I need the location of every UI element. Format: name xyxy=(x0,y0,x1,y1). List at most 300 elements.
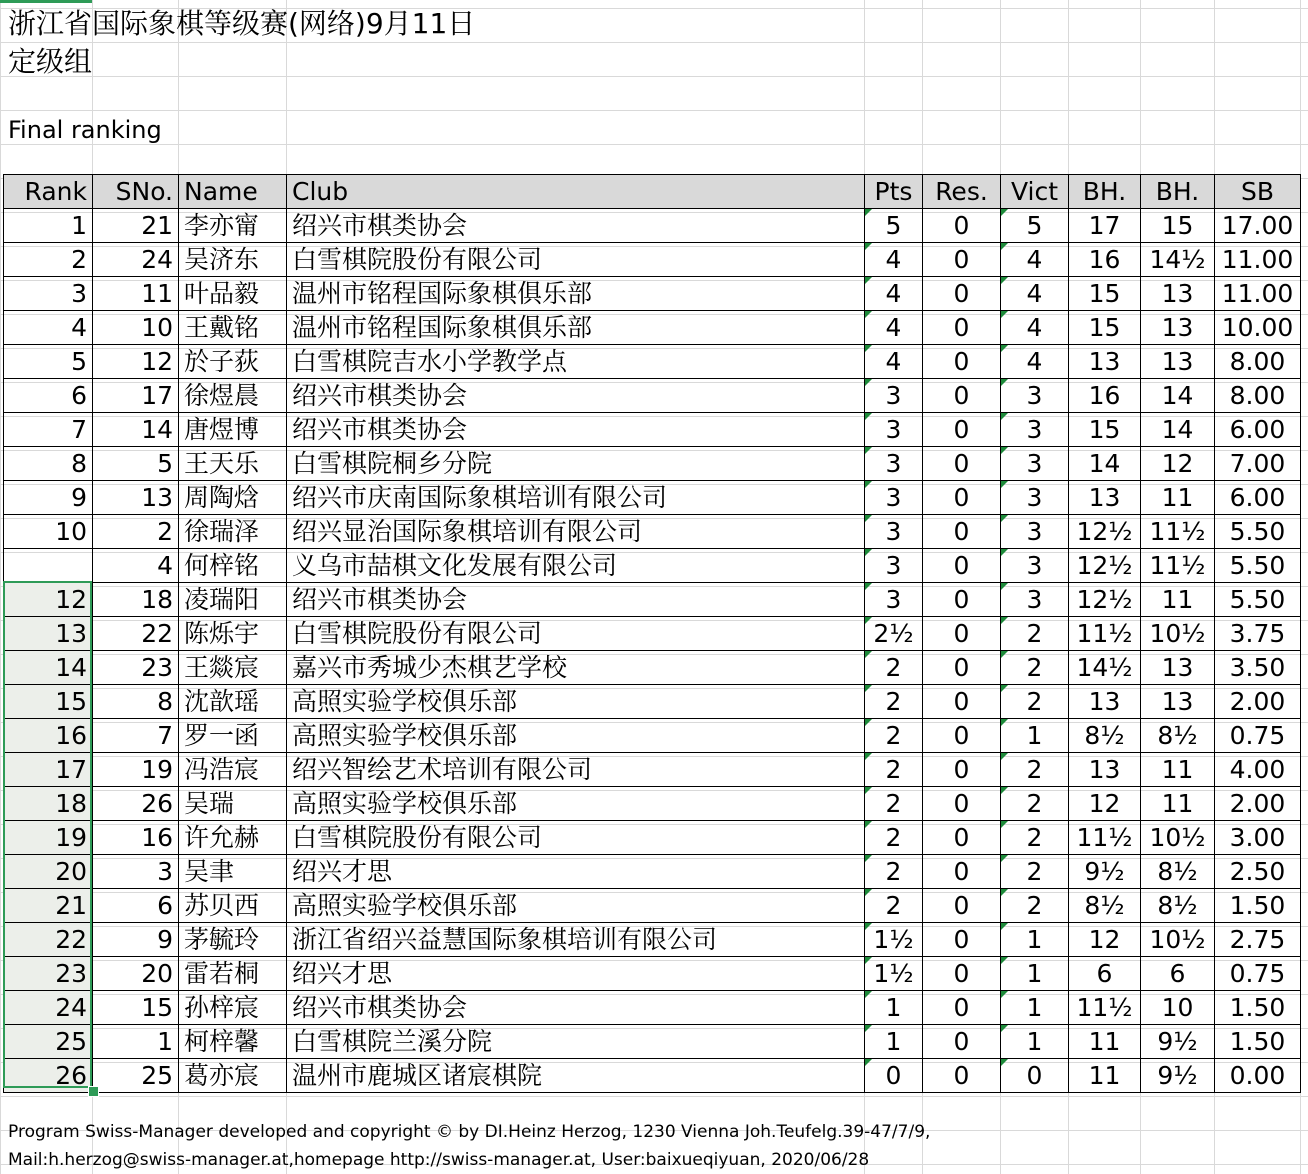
buchholz-1-cell[interactable]: 12½ xyxy=(1069,583,1141,617)
rank-cell[interactable]: 25 xyxy=(4,1025,93,1059)
club-cell[interactable]: 绍兴市棋类协会 xyxy=(287,583,865,617)
result-cell[interactable]: 0 xyxy=(923,651,1001,685)
table-row xyxy=(4,583,1301,617)
points-cell[interactable]: 3 xyxy=(865,515,923,549)
player-name-cell[interactable]: 葛亦宸 xyxy=(179,1059,287,1093)
club-cell[interactable]: 义乌市喆棋文化发展有限公司 xyxy=(287,549,865,583)
sonneborn-berger-cell[interactable]: 0.75 xyxy=(1215,957,1301,991)
sonneborn-berger-cell[interactable]: 5.50 xyxy=(1215,549,1301,583)
victories-cell[interactable]: 5 xyxy=(1001,209,1069,243)
points-cell[interactable]: 3 xyxy=(865,447,923,481)
buchholz-1-cell[interactable]: 13 xyxy=(1069,685,1141,719)
player-name-cell[interactable]: 罗一函 xyxy=(179,719,287,753)
sno-cell[interactable]: 5 xyxy=(93,447,179,481)
rank-cell[interactable]: 24 xyxy=(4,991,93,1025)
buchholz-1-cell[interactable]: 13 xyxy=(1069,345,1141,379)
buchholz-2-cell[interactable]: 14½ xyxy=(1141,243,1215,277)
buchholz-1-cell[interactable]: 9½ xyxy=(1069,855,1141,889)
rank-cell[interactable]: 22 xyxy=(4,923,93,957)
table-row xyxy=(4,1025,1301,1059)
result-cell[interactable]: 0 xyxy=(923,719,1001,753)
points-cell[interactable]: 3 xyxy=(865,481,923,515)
points-cell[interactable]: 3 xyxy=(865,549,923,583)
victories-cell[interactable]: 3 xyxy=(1001,413,1069,447)
sonneborn-berger-cell[interactable]: 2.00 xyxy=(1215,685,1301,719)
result-cell[interactable]: 0 xyxy=(923,787,1001,821)
player-name-cell[interactable]: 吴瑞 xyxy=(179,787,287,821)
player-name-cell[interactable]: 苏贝西 xyxy=(179,889,287,923)
club-cell[interactable]: 高照实验学校俱乐部 xyxy=(287,685,865,719)
sno-cell[interactable]: 17 xyxy=(93,379,179,413)
club-cell[interactable]: 绍兴市棋类协会 xyxy=(287,413,865,447)
victories-cell[interactable]: 2 xyxy=(1001,617,1069,651)
victories-cell[interactable]: 3 xyxy=(1001,549,1069,583)
player-name-cell[interactable]: 叶品毅 xyxy=(179,277,287,311)
player-name-cell[interactable]: 陈烁宇 xyxy=(179,617,287,651)
points-cell[interactable]: 2 xyxy=(865,855,923,889)
column-header-rank[interactable]: Rank xyxy=(4,175,93,209)
victories-cell[interactable]: 2 xyxy=(1001,787,1069,821)
sno-cell[interactable]: 2 xyxy=(93,515,179,549)
sno-cell[interactable]: 9 xyxy=(93,923,179,957)
table-row xyxy=(4,243,1301,277)
table-row xyxy=(4,957,1301,991)
player-name-cell[interactable]: 王燚宸 xyxy=(179,651,287,685)
player-name-cell[interactable]: 雷若桐 xyxy=(179,957,287,991)
points-cell[interactable]: 3 xyxy=(865,413,923,447)
player-name-cell[interactable]: 周陶焓 xyxy=(179,481,287,515)
sno-cell[interactable]: 23 xyxy=(93,651,179,685)
buchholz-1-cell[interactable]: 13 xyxy=(1069,753,1141,787)
column-header-bh2[interactable]: BH. xyxy=(1141,175,1215,209)
points-cell[interactable]: 3 xyxy=(865,379,923,413)
sno-cell[interactable]: 8 xyxy=(93,685,179,719)
buchholz-1-cell[interactable]: 11 xyxy=(1069,1059,1141,1093)
buchholz-2-cell[interactable]: 8½ xyxy=(1141,889,1215,923)
result-cell[interactable]: 0 xyxy=(923,447,1001,481)
buchholz-2-cell[interactable]: 13 xyxy=(1141,311,1215,345)
buchholz-1-cell[interactable]: 11 xyxy=(1069,1025,1141,1059)
player-name-cell[interactable]: 沈歆瑶 xyxy=(179,685,287,719)
player-name-cell[interactable]: 孙梓宸 xyxy=(179,991,287,1025)
player-name-cell[interactable]: 唐煜博 xyxy=(179,413,287,447)
buchholz-2-cell[interactable]: 12 xyxy=(1141,447,1215,481)
table-row xyxy=(4,481,1301,515)
buchholz-2-cell[interactable]: 10½ xyxy=(1141,617,1215,651)
player-name-cell[interactable]: 茅毓玲 xyxy=(179,923,287,957)
ranking-table xyxy=(3,174,1301,1093)
player-name-cell[interactable]: 徐瑞泽 xyxy=(179,515,287,549)
victories-cell[interactable]: 1 xyxy=(1001,1025,1069,1059)
rank-cell[interactable]: 2 xyxy=(4,243,93,277)
sonneborn-berger-cell[interactable]: 6.00 xyxy=(1215,413,1301,447)
club-cell[interactable]: 白雪棋院股份有限公司 xyxy=(287,821,865,855)
sonneborn-berger-cell[interactable]: 1.50 xyxy=(1215,1025,1301,1059)
rank-cell[interactable]: 19 xyxy=(4,821,93,855)
rank-cell[interactable]: 13 xyxy=(4,617,93,651)
sno-cell[interactable]: 16 xyxy=(93,821,179,855)
result-cell[interactable]: 0 xyxy=(923,957,1001,991)
buchholz-1-cell[interactable]: 17 xyxy=(1069,209,1141,243)
points-cell[interactable]: 1½ xyxy=(865,923,923,957)
buchholz-2-cell[interactable]: 8½ xyxy=(1141,719,1215,753)
rank-cell[interactable]: 17 xyxy=(4,753,93,787)
column-header-vict[interactable]: Vict xyxy=(1001,175,1069,209)
sno-cell[interactable]: 22 xyxy=(93,617,179,651)
victories-cell[interactable]: 3 xyxy=(1001,379,1069,413)
club-cell[interactable]: 温州市鹿城区诸宸棋院 xyxy=(287,1059,865,1093)
rank-cell[interactable]: 26 xyxy=(4,1059,93,1093)
table-row xyxy=(4,651,1301,685)
victories-cell[interactable]: 4 xyxy=(1001,311,1069,345)
player-name-cell[interactable]: 何梓铭 xyxy=(179,549,287,583)
buchholz-1-cell[interactable]: 12 xyxy=(1069,923,1141,957)
victories-cell[interactable]: 4 xyxy=(1001,243,1069,277)
buchholz-2-cell[interactable]: 13 xyxy=(1141,685,1215,719)
buchholz-1-cell[interactable]: 16 xyxy=(1069,379,1141,413)
club-cell[interactable]: 温州市铭程国际象棋俱乐部 xyxy=(287,311,865,345)
table-row xyxy=(4,617,1301,651)
column-header-pts[interactable]: Pts xyxy=(865,175,923,209)
player-name-cell[interactable]: 李亦甯 xyxy=(179,209,287,243)
column-header-res[interactable]: Res. xyxy=(923,175,1001,209)
rank-cell[interactable]: 5 xyxy=(4,345,93,379)
result-cell[interactable]: 0 xyxy=(923,243,1001,277)
result-cell[interactable]: 0 xyxy=(923,481,1001,515)
club-cell[interactable]: 白雪棋院兰溪分院 xyxy=(287,1025,865,1059)
final-ranking-heading[interactable]: Final ranking xyxy=(8,116,162,144)
club-cell[interactable]: 白雪棋院股份有限公司 xyxy=(287,617,865,651)
footer-copyright[interactable]: Program Swiss-Manager developed and copyright © by DI.Heinz Herzog, 1230 Vienna Joh.Teufelg.39-47/7/9, xyxy=(8,1122,931,1142)
player-name-cell[interactable]: 於子荻 xyxy=(179,345,287,379)
club-cell[interactable]: 绍兴市棋类协会 xyxy=(287,379,865,413)
rank-cell[interactable]: 15 xyxy=(4,685,93,719)
player-name-cell[interactable]: 吴聿 xyxy=(179,855,287,889)
active-column-indicator xyxy=(0,0,92,3)
table-row xyxy=(4,753,1301,787)
points-cell[interactable]: 0 xyxy=(865,1059,923,1093)
table-row xyxy=(4,685,1301,719)
sno-cell[interactable]: 14 xyxy=(93,413,179,447)
table-row xyxy=(4,447,1301,481)
result-cell[interactable]: 0 xyxy=(923,685,1001,719)
rank-cell[interactable]: 8 xyxy=(4,447,93,481)
points-cell[interactable]: 2 xyxy=(865,685,923,719)
club-cell[interactable]: 嘉兴市秀城少杰棋艺学校 xyxy=(287,651,865,685)
player-name-cell[interactable]: 许允赫 xyxy=(179,821,287,855)
victories-cell[interactable]: 3 xyxy=(1001,515,1069,549)
buchholz-1-cell[interactable]: 16 xyxy=(1069,243,1141,277)
buchholz-1-cell[interactable]: 15 xyxy=(1069,311,1141,345)
buchholz-2-cell[interactable]: 10 xyxy=(1141,991,1215,1025)
player-name-cell[interactable]: 凌瑞阳 xyxy=(179,583,287,617)
rank-cell[interactable]: 14 xyxy=(4,651,93,685)
buchholz-1-cell[interactable]: 15 xyxy=(1069,413,1141,447)
sno-cell[interactable]: 7 xyxy=(93,719,179,753)
buchholz-1-cell[interactable]: 12 xyxy=(1069,787,1141,821)
victories-cell[interactable]: 1 xyxy=(1001,957,1069,991)
result-cell[interactable]: 0 xyxy=(923,549,1001,583)
rank-cell[interactable]: 7 xyxy=(4,413,93,447)
sonneborn-berger-cell[interactable]: 0.75 xyxy=(1215,719,1301,753)
points-cell[interactable]: 1 xyxy=(865,1025,923,1059)
sonneborn-berger-cell[interactable]: 1.50 xyxy=(1215,889,1301,923)
victories-cell[interactable]: 4 xyxy=(1001,345,1069,379)
club-cell[interactable]: 浙江省绍兴益慧国际象棋培训有限公司 xyxy=(287,923,865,957)
points-cell[interactable]: 2½ xyxy=(865,617,923,651)
buchholz-1-cell[interactable]: 13 xyxy=(1069,481,1141,515)
rank-cell[interactable]: 6 xyxy=(4,379,93,413)
sno-cell[interactable]: 26 xyxy=(93,787,179,821)
victories-cell[interactable]: 2 xyxy=(1001,753,1069,787)
points-cell[interactable]: 3 xyxy=(865,583,923,617)
sonneborn-berger-cell[interactable]: 3.75 xyxy=(1215,617,1301,651)
sonneborn-berger-cell[interactable]: 11.00 xyxy=(1215,243,1301,277)
points-cell[interactable]: 2 xyxy=(865,821,923,855)
sno-cell[interactable]: 3 xyxy=(93,855,179,889)
buchholz-1-cell[interactable]: 8½ xyxy=(1069,719,1141,753)
table-row xyxy=(4,345,1301,379)
club-cell[interactable]: 绍兴才思 xyxy=(287,957,865,991)
result-cell[interactable]: 0 xyxy=(923,1059,1001,1093)
sonneborn-berger-cell[interactable]: 0.00 xyxy=(1215,1059,1301,1093)
buchholz-1-cell[interactable]: 14½ xyxy=(1069,651,1141,685)
buchholz-2-cell[interactable]: 10½ xyxy=(1141,821,1215,855)
buchholz-1-cell[interactable]: 14 xyxy=(1069,447,1141,481)
victories-cell[interactable]: 4 xyxy=(1001,277,1069,311)
sno-cell[interactable]: 1 xyxy=(93,1025,179,1059)
rank-cell[interactable]: 16 xyxy=(4,719,93,753)
result-cell[interactable]: 0 xyxy=(923,821,1001,855)
rank-cell[interactable]: 4 xyxy=(4,311,93,345)
sonneborn-berger-cell[interactable]: 4.00 xyxy=(1215,753,1301,787)
buchholz-2-cell[interactable]: 13 xyxy=(1141,345,1215,379)
player-name-cell[interactable]: 柯梓馨 xyxy=(179,1025,287,1059)
fill-handle[interactable] xyxy=(88,1086,99,1097)
sno-cell[interactable]: 24 xyxy=(93,243,179,277)
buchholz-1-cell[interactable]: 12½ xyxy=(1069,515,1141,549)
sonneborn-berger-cell[interactable]: 1.50 xyxy=(1215,991,1301,1025)
victories-cell[interactable]: 1 xyxy=(1001,719,1069,753)
club-cell[interactable]: 白雪棋院桐乡分院 xyxy=(287,447,865,481)
rank-cell[interactable] xyxy=(4,549,93,583)
table-row xyxy=(4,549,1301,583)
sno-cell[interactable]: 13 xyxy=(93,481,179,515)
club-cell[interactable]: 绍兴市棋类协会 xyxy=(287,991,865,1025)
points-cell[interactable]: 2 xyxy=(865,719,923,753)
ranking-table-body xyxy=(4,209,1301,1093)
buchholz-2-cell[interactable]: 15 xyxy=(1141,209,1215,243)
sno-cell[interactable]: 12 xyxy=(93,345,179,379)
buchholz-2-cell[interactable]: 11 xyxy=(1141,583,1215,617)
tournament-title[interactable]: 浙江省国际象棋等级赛(网络)9月11日 xyxy=(8,7,476,40)
club-cell[interactable]: 温州市铭程国际象棋俱乐部 xyxy=(287,277,865,311)
buchholz-2-cell[interactable]: 14 xyxy=(1141,379,1215,413)
club-cell[interactable]: 白雪棋院吉水小学教学点 xyxy=(287,345,865,379)
sonneborn-berger-cell[interactable]: 8.00 xyxy=(1215,379,1301,413)
victories-cell[interactable]: 2 xyxy=(1001,685,1069,719)
table-row xyxy=(4,311,1301,345)
rank-cell[interactable]: 20 xyxy=(4,855,93,889)
rank-cell[interactable]: 18 xyxy=(4,787,93,821)
result-cell[interactable]: 0 xyxy=(923,379,1001,413)
tournament-group[interactable]: 定级组 xyxy=(8,45,93,78)
buchholz-2-cell[interactable]: 9½ xyxy=(1141,1025,1215,1059)
player-name-cell[interactable]: 徐煜晨 xyxy=(179,379,287,413)
sno-cell[interactable]: 18 xyxy=(93,583,179,617)
sonneborn-berger-cell[interactable]: 11.00 xyxy=(1215,277,1301,311)
sno-cell[interactable]: 4 xyxy=(93,549,179,583)
sonneborn-berger-cell[interactable]: 5.50 xyxy=(1215,583,1301,617)
buchholz-1-cell[interactable]: 11½ xyxy=(1069,991,1141,1025)
result-cell[interactable]: 0 xyxy=(923,991,1001,1025)
header-row xyxy=(4,175,1301,209)
rank-cell[interactable]: 1 xyxy=(4,209,93,243)
table-row xyxy=(4,719,1301,753)
buchholz-2-cell[interactable]: 13 xyxy=(1141,277,1215,311)
result-cell[interactable]: 0 xyxy=(923,209,1001,243)
buchholz-2-cell[interactable]: 9½ xyxy=(1141,1059,1215,1093)
table-row xyxy=(4,889,1301,923)
result-cell[interactable]: 0 xyxy=(923,889,1001,923)
result-cell[interactable]: 0 xyxy=(923,515,1001,549)
sonneborn-berger-cell[interactable]: 10.00 xyxy=(1215,311,1301,345)
sonneborn-berger-cell[interactable]: 8.00 xyxy=(1215,345,1301,379)
sonneborn-berger-cell[interactable]: 17.00 xyxy=(1215,209,1301,243)
buchholz-2-cell[interactable]: 11 xyxy=(1141,753,1215,787)
result-cell[interactable]: 0 xyxy=(923,753,1001,787)
result-cell[interactable]: 0 xyxy=(923,413,1001,447)
points-cell[interactable]: 2 xyxy=(865,753,923,787)
result-cell[interactable]: 0 xyxy=(923,277,1001,311)
club-cell[interactable]: 高照实验学校俱乐部 xyxy=(287,787,865,821)
result-cell[interactable]: 0 xyxy=(923,855,1001,889)
player-name-cell[interactable]: 王天乐 xyxy=(179,447,287,481)
victories-cell[interactable]: 3 xyxy=(1001,583,1069,617)
victories-cell[interactable]: 0 xyxy=(1001,1059,1069,1093)
points-cell[interactable]: 4 xyxy=(865,311,923,345)
table-row xyxy=(4,515,1301,549)
buchholz-2-cell[interactable]: 14 xyxy=(1141,413,1215,447)
sonneborn-berger-cell[interactable]: 2.75 xyxy=(1215,923,1301,957)
table-row xyxy=(4,1059,1301,1093)
club-cell[interactable]: 高照实验学校俱乐部 xyxy=(287,719,865,753)
sno-cell[interactable]: 20 xyxy=(93,957,179,991)
sonneborn-berger-cell[interactable]: 7.00 xyxy=(1215,447,1301,481)
table-row xyxy=(4,923,1301,957)
sonneborn-berger-cell[interactable]: 3.50 xyxy=(1215,651,1301,685)
buchholz-2-cell[interactable]: 13 xyxy=(1141,651,1215,685)
club-cell[interactable]: 绍兴智绘艺术培训有限公司 xyxy=(287,753,865,787)
result-cell[interactable]: 0 xyxy=(923,1025,1001,1059)
points-cell[interactable]: 4 xyxy=(865,243,923,277)
rank-cell[interactable]: 12 xyxy=(4,583,93,617)
club-cell[interactable]: 绍兴显治国际象棋培训有限公司 xyxy=(287,515,865,549)
sno-cell[interactable]: 15 xyxy=(93,991,179,1025)
column-header-sno[interactable]: SNo. xyxy=(93,175,179,209)
club-cell[interactable]: 白雪棋院股份有限公司 xyxy=(287,243,865,277)
sonneborn-berger-cell[interactable]: 2.50 xyxy=(1215,855,1301,889)
buchholz-1-cell[interactable]: 11½ xyxy=(1069,821,1141,855)
buchholz-2-cell[interactable]: 8½ xyxy=(1141,855,1215,889)
victories-cell[interactable]: 2 xyxy=(1001,889,1069,923)
buchholz-1-cell[interactable]: 15 xyxy=(1069,277,1141,311)
club-cell[interactable]: 高照实验学校俱乐部 xyxy=(287,889,865,923)
column-header-sb[interactable]: SB xyxy=(1215,175,1301,209)
buchholz-2-cell[interactable]: 11½ xyxy=(1141,549,1215,583)
sno-cell[interactable]: 6 xyxy=(93,889,179,923)
points-cell[interactable]: 1½ xyxy=(865,957,923,991)
buchholz-2-cell[interactable]: 10½ xyxy=(1141,923,1215,957)
victories-cell[interactable]: 3 xyxy=(1001,481,1069,515)
club-cell[interactable]: 绍兴市庆南国际象棋培训有限公司 xyxy=(287,481,865,515)
sno-cell[interactable]: 25 xyxy=(93,1059,179,1093)
buchholz-1-cell[interactable]: 6 xyxy=(1069,957,1141,991)
points-cell[interactable]: 4 xyxy=(865,345,923,379)
rank-cell[interactable]: 3 xyxy=(4,277,93,311)
result-cell[interactable]: 0 xyxy=(923,311,1001,345)
column-header-club[interactable]: Club xyxy=(287,175,865,209)
result-cell[interactable]: 0 xyxy=(923,923,1001,957)
club-cell[interactable]: 绍兴市棋类协会 xyxy=(287,209,865,243)
points-cell[interactable]: 2 xyxy=(865,889,923,923)
rank-cell[interactable]: 21 xyxy=(4,889,93,923)
victories-cell[interactable]: 1 xyxy=(1001,923,1069,957)
rank-cell[interactable]: 9 xyxy=(4,481,93,515)
player-name-cell[interactable]: 王戴铭 xyxy=(179,311,287,345)
player-name-cell[interactable]: 吴济东 xyxy=(179,243,287,277)
result-cell[interactable]: 0 xyxy=(923,617,1001,651)
buchholz-2-cell[interactable]: 11½ xyxy=(1141,515,1215,549)
buchholz-2-cell[interactable]: 6 xyxy=(1141,957,1215,991)
buchholz-2-cell[interactable]: 11 xyxy=(1141,787,1215,821)
victories-cell[interactable]: 1 xyxy=(1001,991,1069,1025)
sno-cell[interactable]: 10 xyxy=(93,311,179,345)
result-cell[interactable]: 0 xyxy=(923,345,1001,379)
player-name-cell[interactable]: 冯浩宸 xyxy=(179,753,287,787)
rank-cell[interactable]: 10 xyxy=(4,515,93,549)
buchholz-1-cell[interactable]: 8½ xyxy=(1069,889,1141,923)
victories-cell[interactable]: 2 xyxy=(1001,651,1069,685)
sonneborn-berger-cell[interactable]: 6.00 xyxy=(1215,481,1301,515)
sonneborn-berger-cell[interactable]: 5.50 xyxy=(1215,515,1301,549)
rank-cell[interactable]: 23 xyxy=(4,957,93,991)
points-cell[interactable]: 2 xyxy=(865,787,923,821)
table-row xyxy=(4,209,1301,243)
victories-cell[interactable]: 2 xyxy=(1001,855,1069,889)
sno-cell[interactable]: 11 xyxy=(93,277,179,311)
table-row xyxy=(4,821,1301,855)
buchholz-2-cell[interactable]: 11 xyxy=(1141,481,1215,515)
victories-cell[interactable]: 3 xyxy=(1001,447,1069,481)
result-cell[interactable]: 0 xyxy=(923,583,1001,617)
buchholz-1-cell[interactable]: 11½ xyxy=(1069,617,1141,651)
victories-cell[interactable]: 2 xyxy=(1001,821,1069,855)
sno-cell[interactable]: 19 xyxy=(93,753,179,787)
footer-contact[interactable]: Mail:h.herzog@swiss-manager.at,homepage http://swiss-manager.at, User:baixueqiyuan, 2020/06/28 xyxy=(8,1150,870,1170)
column-header-bh1[interactable]: BH. xyxy=(1069,175,1141,209)
column-header-name[interactable]: Name xyxy=(179,175,287,209)
points-cell[interactable]: 2 xyxy=(865,651,923,685)
sonneborn-berger-cell[interactable]: 2.00 xyxy=(1215,787,1301,821)
buchholz-1-cell[interactable]: 12½ xyxy=(1069,549,1141,583)
sonneborn-berger-cell[interactable]: 3.00 xyxy=(1215,821,1301,855)
points-cell[interactable]: 5 xyxy=(865,209,923,243)
points-cell[interactable]: 4 xyxy=(865,277,923,311)
points-cell[interactable]: 1 xyxy=(865,991,923,1025)
sno-cell[interactable]: 21 xyxy=(93,209,179,243)
club-cell[interactable]: 绍兴才思 xyxy=(287,855,865,889)
